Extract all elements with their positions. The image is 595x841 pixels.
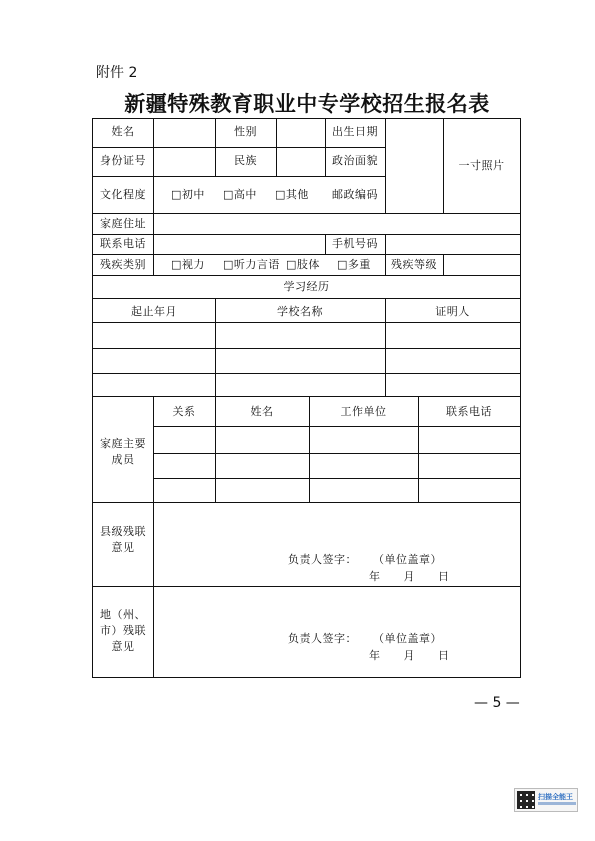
label-birth-date: 出生日期 <box>332 125 378 138</box>
education-option-junior[interactable]: □初中 <box>171 188 205 201</box>
watermark-text: 扫描全能王 <box>538 793 573 801</box>
row-line <box>93 396 520 397</box>
col-line <box>385 234 386 254</box>
col-line <box>153 213 154 275</box>
row-line <box>93 586 520 587</box>
label-name: 姓名 <box>111 125 135 138</box>
row-line <box>153 453 520 454</box>
col-line <box>153 119 154 176</box>
scanner-watermark <box>514 788 578 812</box>
label-county-opinion: 县级残联意见 <box>100 525 146 554</box>
label-disability-type: 残疾类别 <box>100 258 146 271</box>
form-title: 新疆特殊教育职业中专学校招生报名表 <box>124 91 490 116</box>
row-line <box>93 502 520 503</box>
qr-code-icon <box>517 791 535 809</box>
row-line <box>93 322 520 323</box>
county-signature-label: 负责人签字： <box>288 553 357 566</box>
prefecture-seal-label: （单位盖章） <box>373 632 442 645</box>
disability-option-limb[interactable]: □肢体 <box>286 258 320 271</box>
label-photo: 一寸照片 <box>458 159 505 172</box>
row-line <box>93 147 385 148</box>
label-ethnicity: 民族 <box>234 154 257 167</box>
label-mobile: 手机号码 <box>332 237 378 250</box>
label-member-phone: 联系电话 <box>446 405 492 418</box>
page-number: — 5 — <box>474 695 520 711</box>
registration-form <box>92 118 521 678</box>
row-line <box>93 213 520 214</box>
col-line <box>276 119 277 176</box>
col-line <box>385 119 386 213</box>
disability-option-multiple[interactable]: □多重 <box>337 258 371 271</box>
label-study-history: 学习经历 <box>283 280 330 293</box>
label-id-number: 身份证号 <box>100 154 146 167</box>
education-option-other[interactable]: □其他 <box>275 188 309 201</box>
county-seal-label: （单位盖章） <box>373 553 442 566</box>
label-address: 家庭住址 <box>100 217 146 230</box>
row-line <box>153 426 520 427</box>
disability-option-vision[interactable]: □视力 <box>171 258 205 271</box>
label-political-status: 政治面貌 <box>332 154 378 167</box>
label-family-members: 家庭主要成员 <box>100 437 146 466</box>
county-date-label: 年 月 日 <box>369 570 450 583</box>
label-member-name: 姓名 <box>250 405 274 418</box>
attachment-label: 附件 2 <box>96 65 138 81</box>
label-postal-code: 邮政编码 <box>332 188 378 201</box>
label-prefecture-opinion: 地（州、市）残联意见 <box>100 608 146 653</box>
row-line <box>93 176 385 177</box>
label-period: 起止年月 <box>131 305 177 318</box>
label-education: 文化程度 <box>100 188 146 201</box>
disability-option-hearing[interactable]: □听力言语 <box>223 258 280 271</box>
row-line <box>153 478 520 479</box>
row-line <box>93 373 520 374</box>
watermark-subline <box>538 802 576 805</box>
col-line <box>153 176 154 213</box>
label-relation: 关系 <box>172 405 196 418</box>
row-line <box>93 298 520 299</box>
prefecture-signature-label: 负责人签字： <box>288 632 357 645</box>
label-workplace: 工作单位 <box>340 405 387 418</box>
education-option-senior[interactable]: □高中 <box>223 188 257 201</box>
prefecture-date-label: 年 月 日 <box>369 649 450 662</box>
label-gender: 性别 <box>234 125 257 138</box>
col-line <box>153 396 154 678</box>
row-line <box>93 275 520 276</box>
label-witness: 证明人 <box>435 305 470 318</box>
row-line <box>93 234 520 235</box>
label-school-name: 学校名称 <box>277 305 323 318</box>
row-line <box>93 348 520 349</box>
row-line <box>93 254 520 255</box>
label-disability-level: 残疾等级 <box>391 258 437 271</box>
col-line <box>443 254 444 275</box>
label-phone: 联系电话 <box>100 237 146 250</box>
